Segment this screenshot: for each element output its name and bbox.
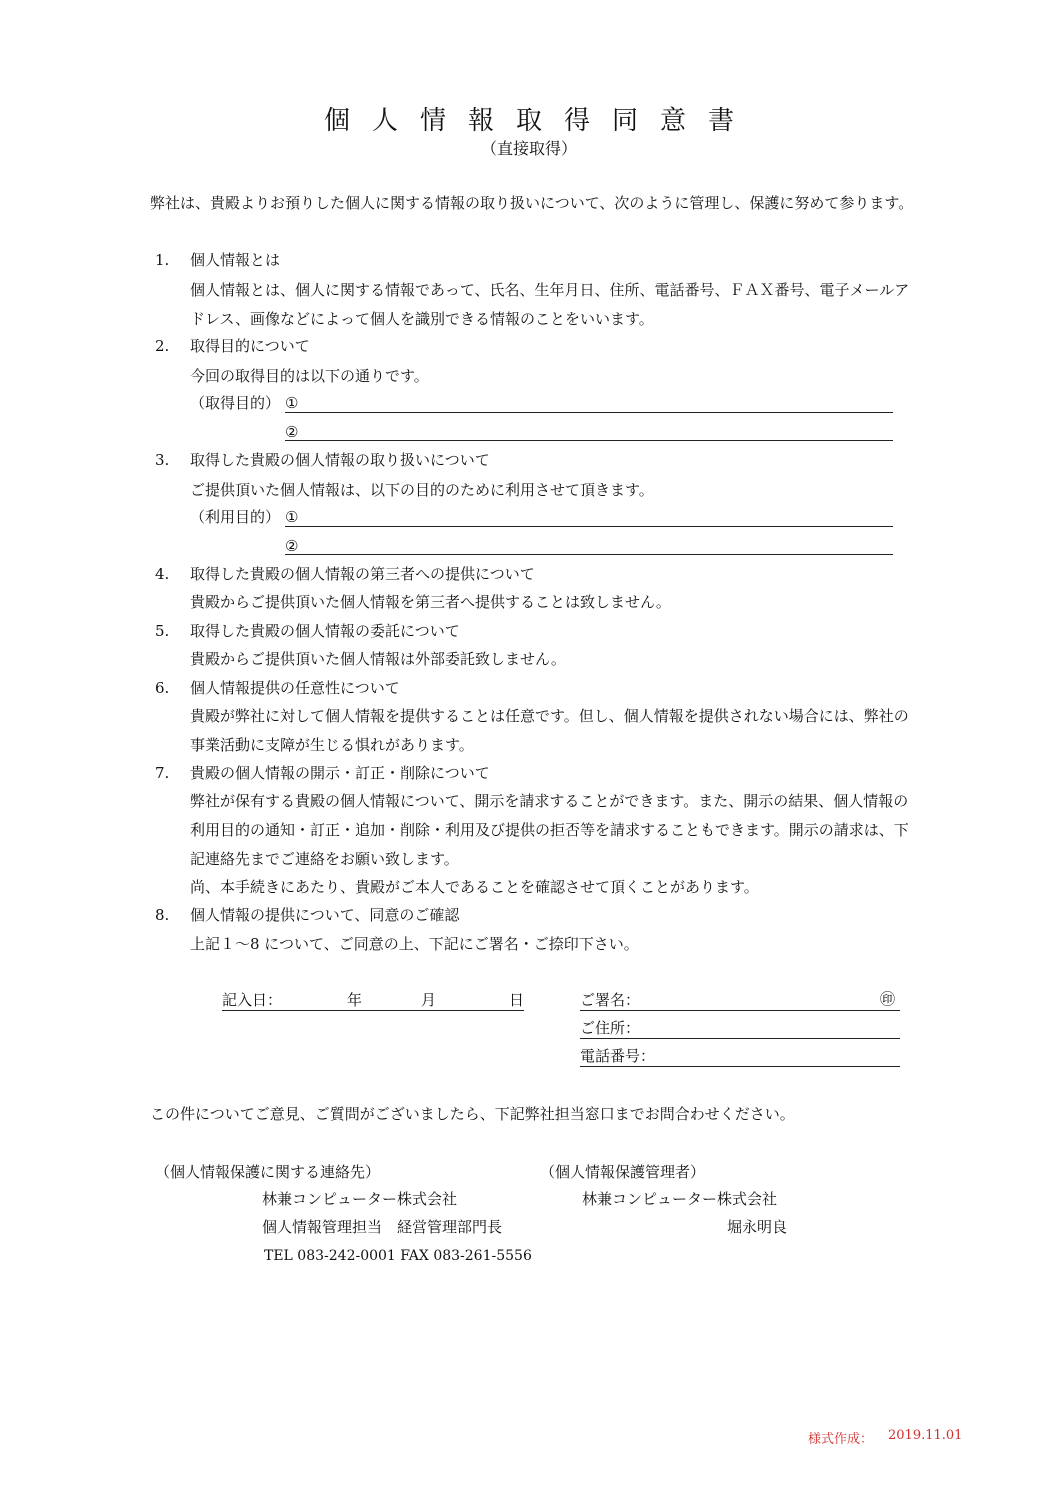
manager-heading: （個人情報保護管理者） <box>540 1163 706 1181</box>
section-6-heading: 個人情報提供の任意性について <box>190 679 400 697</box>
section-3-number: 3. <box>155 451 170 469</box>
section-6-number: 6. <box>155 679 170 697</box>
section-7-heading: 貴殿の個人情報の開示・訂正・削除について <box>190 764 490 782</box>
page-title: 個人情報取得同意書 <box>323 106 756 136</box>
section-4-line-1: 貴殿からご提供頂いた個人情報を第三者へ提供することは致しません。 <box>190 593 671 611</box>
section-1-line-1: 個人情報とは、個人に関する情報であって、氏名、生年月日、住所、電話番号、ＦＡＸ番号、電子メールア <box>190 281 910 299</box>
section-5-number: 5. <box>155 622 170 640</box>
footer-date: 2019.11.01 <box>888 1428 963 1443</box>
intro-text: 弊社は、貴殿よりお預りした個人に関する情報の取り扱いについて、次のように管理し、保護に努めて参ります。 <box>150 194 914 212</box>
manager-company: 林兼コンピューター株式会社 <box>582 1190 778 1208</box>
inquiry-text: この件についてご意見、ご質問がございましたら、下記弊社担当窓口までお問合わせください。 <box>150 1105 795 1123</box>
section-4-number: 4. <box>155 565 170 583</box>
page-subtitle: （直接取得） <box>480 139 577 158</box>
section-7-line-3: 記連絡先までご連絡をお願い致します。 <box>190 850 459 868</box>
address-label: ご住所： <box>580 1019 641 1037</box>
seal-mark: ㊞ <box>880 990 896 1008</box>
section-8-number: 8. <box>155 906 170 924</box>
date-month-label: 月 <box>421 991 437 1009</box>
section-1-line-2: ドレス、画像などによって個人を識別できる情報のことをいいます。 <box>190 310 654 328</box>
section-7-number: 7. <box>155 764 170 782</box>
purpose-field-label: （取得目的） <box>190 394 281 412</box>
section-3-heading: 取得した貴殿の個人情報の取り扱いについて <box>190 451 490 469</box>
purpose-line-1[interactable] <box>285 412 893 413</box>
contact-heading: （個人情報保護に関する連絡先） <box>155 1163 381 1181</box>
usage-line-1[interactable] <box>285 526 893 527</box>
phone-field[interactable] <box>580 1066 900 1067</box>
usage-line-2[interactable] <box>285 554 893 555</box>
usage-mark-1: ① <box>285 508 299 526</box>
phone-label: 電話番号： <box>580 1047 656 1065</box>
date-label: 記入日： <box>222 991 283 1009</box>
contact-tel-fax: TEL 083-242-0001 FAX 083-261-5556 <box>264 1248 532 1264</box>
section-1-heading: 個人情報とは <box>190 251 281 269</box>
date-year-label: 年 <box>347 991 363 1009</box>
date-day-label: 日 <box>509 991 525 1009</box>
usage-mark-2: ② <box>285 537 299 555</box>
section-6-line-2: 事業活動に支障が生じる惧れがあります。 <box>190 736 474 754</box>
address-field[interactable] <box>580 1038 900 1039</box>
manager-name: 堀永明良 <box>727 1218 788 1236</box>
signature-name-label: ご署名： <box>580 991 641 1009</box>
section-2-heading: 取得目的について <box>190 337 310 355</box>
section-8-heading: 個人情報の提供について、同意のご確認 <box>190 906 460 924</box>
section-1-number: 1. <box>155 251 170 269</box>
section-5-heading: 取得した貴殿の個人情報の委託について <box>190 622 460 640</box>
section-3-line-1: ご提供頂いた個人情報は、以下の目的のために利用させて頂きます。 <box>190 481 654 499</box>
section-7-line-1: 弊社が保有する貴殿の個人情報について、開示を請求することができます。また、開示の結果、個人情報の <box>190 792 909 810</box>
purpose-mark-2: ② <box>285 423 299 441</box>
purpose-mark-1: ① <box>285 394 299 412</box>
contact-dept: 個人情報管理担当 経営管理部門長 <box>262 1218 503 1236</box>
section-7-line-2: 利用目的の通知・訂正・追加・削除・利用及び提供の拒否等を請求することもできます。開示の請求は、下 <box>190 821 909 839</box>
section-8-line-1: 上記１～8 について、ご同意の上、下記にご署名・ご捺印下さい。 <box>190 935 639 953</box>
section-6-line-1: 貴殿が弊社に対して個人情報を提供することは任意です。但し、個人情報を提供されない場合には、弊社の <box>190 707 909 725</box>
usage-field-label: （利用目的） <box>190 508 281 526</box>
footer-label: 様式作成： <box>808 1432 874 1447</box>
section-7-line-4: 尚、本手続きにあたり、貴殿がご本人であることを確認させて頂くことがあります。 <box>190 878 759 896</box>
date-field[interactable] <box>222 1010 524 1011</box>
signature-name-field[interactable] <box>580 1010 900 1011</box>
section-5-line-1: 貴殿からご提供頂いた個人情報は外部委託致しません。 <box>190 650 566 668</box>
section-2-line-1: 今回の取得目的は以下の通りです。 <box>190 367 429 385</box>
section-2-number: 2. <box>155 337 170 355</box>
purpose-line-2[interactable] <box>285 440 893 441</box>
section-4-heading: 取得した貴殿の個人情報の第三者への提供について <box>190 565 535 583</box>
contact-company: 林兼コンピューター株式会社 <box>262 1190 458 1208</box>
